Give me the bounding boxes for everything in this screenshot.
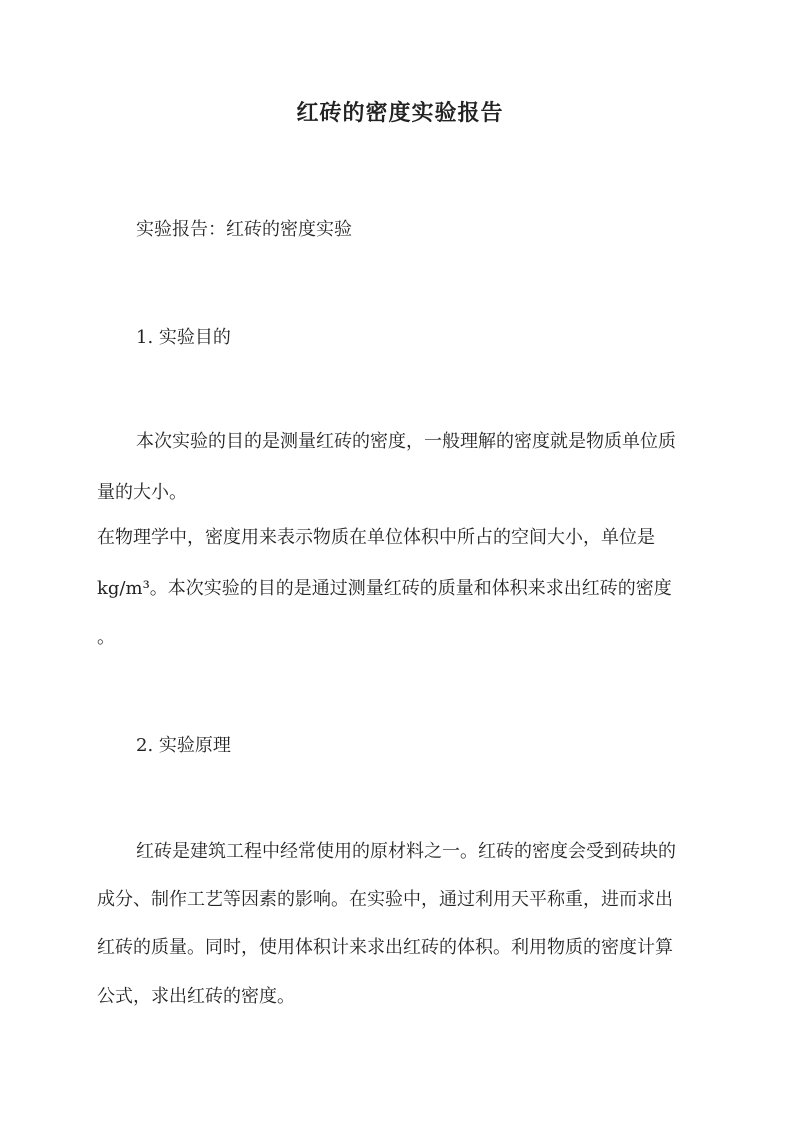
paragraph-line: 量的大小。 xyxy=(97,482,187,503)
paragraph-line: 成分、制作工艺等因素的影响。在实验中，通过利用天平称重，进而求出 xyxy=(97,889,673,910)
document-title: 红砖的密度实验报告 xyxy=(296,100,504,126)
paragraph-line: 本次实验的目的是测量红砖的密度，一般理解的密度就是物质单位质 xyxy=(136,431,676,452)
paragraph-line: 。 xyxy=(97,627,115,648)
paragraph-line: 红砖是建筑工程中经常使用的原材料之一。红砖的密度会受到砖块的 xyxy=(136,841,676,862)
paragraph-line: 红砖的质量。同时，使用体积计来求出红砖的体积。利用物质的密度计算 xyxy=(97,937,673,958)
section-heading-purpose: 1. 实验目的 xyxy=(136,327,231,348)
section-heading-principle: 2. 实验原理 xyxy=(136,735,231,756)
report-subtitle: 实验报告：红砖的密度实验 xyxy=(136,219,352,240)
paragraph-line: 公式，求出红砖的密度。 xyxy=(97,986,295,1007)
paragraph-line: 在物理学中，密度用来表示物质在单位体积中所占的空间大小，单位是 xyxy=(97,527,655,548)
paragraph-line: kg/m³。本次实验的目的是通过测量红砖的质量和体积来求出红砖的密度 xyxy=(97,578,672,599)
